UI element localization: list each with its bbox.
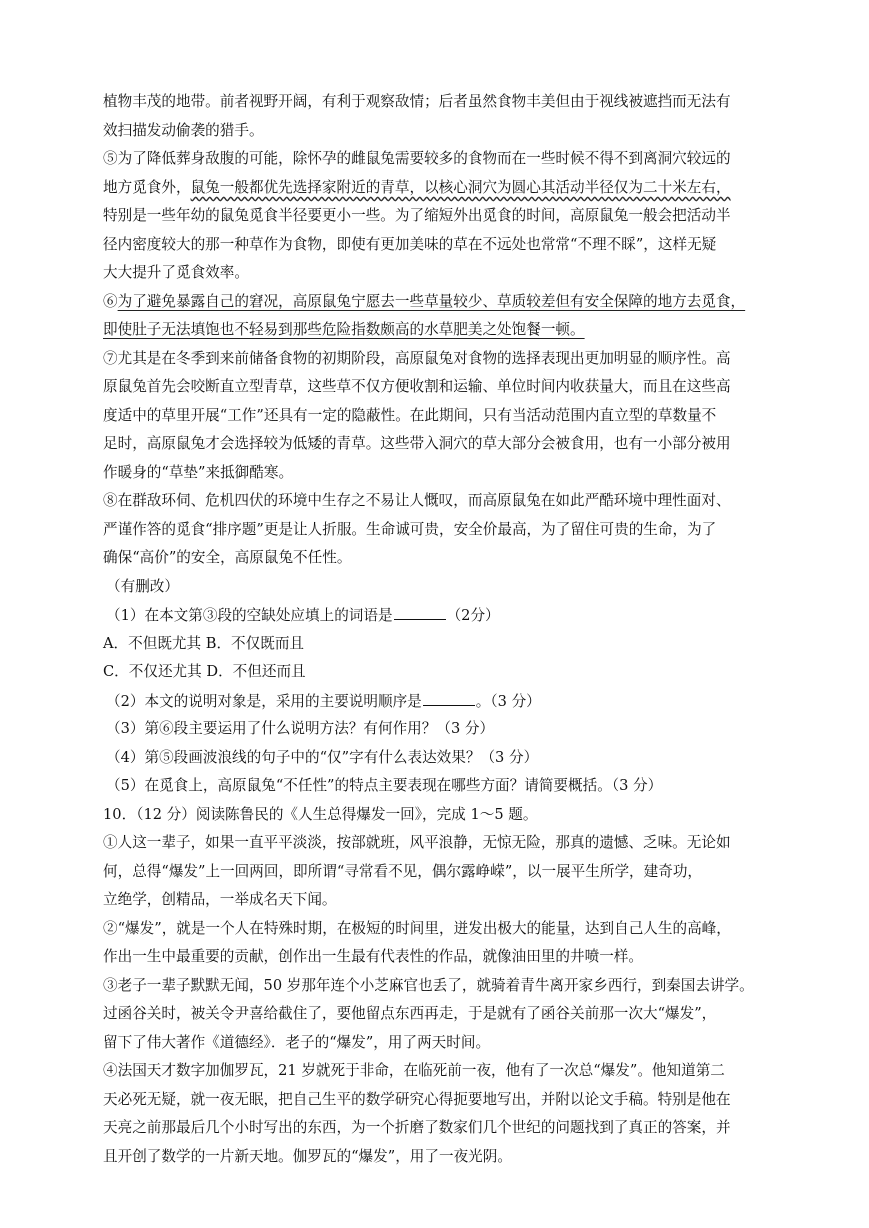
- question-score: （2分）: [446, 607, 500, 624]
- essay-paragraph-3-line: ③老子一辈子默默无闻，50 岁那年连个小芝麻官也丢了，就骑着青牛离开家乡西行，到秦国去讲学。: [103, 977, 754, 994]
- text-line: 效扫描发动偷袭的猎手。: [103, 122, 264, 139]
- paragraph-7-line: ⑦尤其是在冬季到来前储备食物的初期阶段，高原鼠兔对食物的选择表现出更加明显的顺序性。高: [103, 350, 731, 367]
- question-text: （1）在本文第③段的空缺处应填上的词语是: [106, 607, 393, 624]
- text-line: 作暖身的“草垫”来抵御酷寒。: [103, 464, 294, 481]
- text-line: 何，总得“爆发”上一回两回，即所谓“寻常看不见，偶尔露峥嵘”，以一展平生所学，建奇功，: [103, 863, 703, 880]
- wavy-underlined-sentence: 鼠兔一般都优先选择家附近的青草，以核心洞穴为圆心其活动半径仅为二十米左右，: [190, 179, 731, 196]
- text-line: [103, 320, 585, 340]
- text-line: 特别是一些年幼的鼠兔觅食半径要更小一些。为了缩短外出觅食的时间，高原鼠兔一般会把活动半: [103, 207, 731, 224]
- text-line: 天必死无疑，就一夜无眠，把自己生平的数学研究心得扼要地写出，并附以论文手稿。特别是他在: [103, 1091, 731, 1108]
- essay-paragraph-1-line: ①人这一辈子，如果一直平平淡淡，按部就班，风平浪静，无惊无险，那真的遗憾、乏味。无论如: [103, 834, 731, 851]
- text-line: 确保“高价”的安全，高原鼠兔不任性。: [103, 549, 352, 566]
- text-line: 过函谷关时，被关令尹喜给截住了，要他留点东西再走，于是就有了函谷关前那一次大“爆发”，: [103, 1005, 717, 1022]
- question-text: （2）本文的说明对象是，采用的主要说明顺序是: [106, 693, 422, 710]
- text-line: 天亮之前那最后几个小时写出的东西，为一个折磨了数家们几个世纪的问题找到了真正的答案，并: [103, 1119, 731, 1136]
- essay-paragraph-4-line: ④法国天才数字加伽罗瓦，21 岁就死于非命，在临死前一夜，他有了一次总“爆发”。他知道第二: [103, 1062, 725, 1079]
- question-score: 。（3 分）: [475, 693, 541, 710]
- underlined-sentence: 即使肚子无法填饱也不轻易到那些危险指数颇高的水草肥美之处饱餐一顿。: [103, 321, 585, 338]
- option-line: A．不但既尤其 B．不仅既而且: [103, 635, 305, 652]
- question-2: [106, 691, 541, 712]
- source-note: （有删改）: [106, 578, 179, 595]
- text-line: 大大提升了觅食效率。: [103, 264, 249, 281]
- text-segment: 地方觅食外，: [103, 179, 191, 196]
- text-line: 留下了伟大著作《道德经》．老子的“爆发”，用了两天时间。: [103, 1034, 491, 1051]
- text-line: 作出一生中最重要的贡献，创作出一生最有代表性的作品，就像油田里的井喷一样。: [103, 948, 643, 965]
- question-5: （5）在觅食上，高原鼠兔“不任性”的特点主要表现在哪些方面？请简要概括。（3 分）: [106, 777, 663, 794]
- option-line: C．不仅还尤其 D．不但还而且: [103, 663, 306, 680]
- text-line: 原鼠兔首先会咬断直立型青草，这些草不仅方便收割和运输、单位时间内收获量大，而且在这些高: [103, 378, 731, 395]
- text-line: 立绝学，创精品，一举成名天下闻。: [103, 891, 337, 908]
- question-3: （3）第⑥段主要运用了什么说明方法？有何作用？（3 分）: [106, 720, 495, 737]
- paragraph-marker: ⑥: [103, 293, 118, 310]
- answer-blank: [423, 691, 475, 706]
- paragraph-8-line: ⑧在群敌环伺、危机四伏的环境中生存之不易让人慨叹，而高原鼠兔在如此严酷环境中理性面对、: [103, 492, 731, 509]
- answer-blank: [394, 605, 446, 620]
- paragraph-6-line: [103, 292, 745, 312]
- text-line: [103, 178, 731, 198]
- paragraph-5-line: ⑤为了降低葬身敌腹的可能，除怀孕的雌鼠兔需要较多的食物而在一些时候不得不到离洞穴较远的: [103, 150, 731, 167]
- text-line: 足时，高原鼠兔才会选择较为低矮的青草。这些带入洞穴的草大部分会被食用，也有一小部分被用: [103, 435, 731, 452]
- text-line: 且开创了数学的一片新天地。伽罗瓦的“爆发”，用了一夜光阴。: [103, 1148, 512, 1165]
- underlined-sentence: 为了避免暴露自己的窘况，高原鼠兔宁愿去一些草量较少、草质较差但有安全保障的地方去觅食，: [117, 293, 746, 310]
- question-4: （4）第⑤段画波浪线的句子中的“仅”字有什么表达效果？（3 分）: [106, 749, 539, 766]
- section-10-heading: 10．（12 分）阅读陈鲁民的《人生总得爆发一回》，完成 1～5 题。: [103, 806, 538, 823]
- question-1: [106, 605, 500, 626]
- text-line: 严谨作答的觅食“排序题”更是让人折服。生命诚可贵，安全价最高，为了留住可贵的生命，为了: [103, 521, 717, 538]
- text-line: 度适中的草里开展“工作”还具有一定的隐蔽性。在此期间，只有当活动范围内直立型的草数量不: [103, 407, 717, 424]
- text-line: 径内密度较大的那一种草作为食物，即使有更加美味的草在不远处也常常“不理不睬”，这样无疑: [103, 236, 717, 253]
- essay-paragraph-2-line: ②“爆发”，就是一个人在特殊时期，在极短的时间里，迸发出极大的能量，达到自己人生的高峰，: [103, 920, 731, 937]
- text-line: 植物丰茂的地带。前者视野开阔，有利于观察敌情；后者虽然食物丰美但由于视线被遮挡而无法有: [103, 93, 731, 110]
